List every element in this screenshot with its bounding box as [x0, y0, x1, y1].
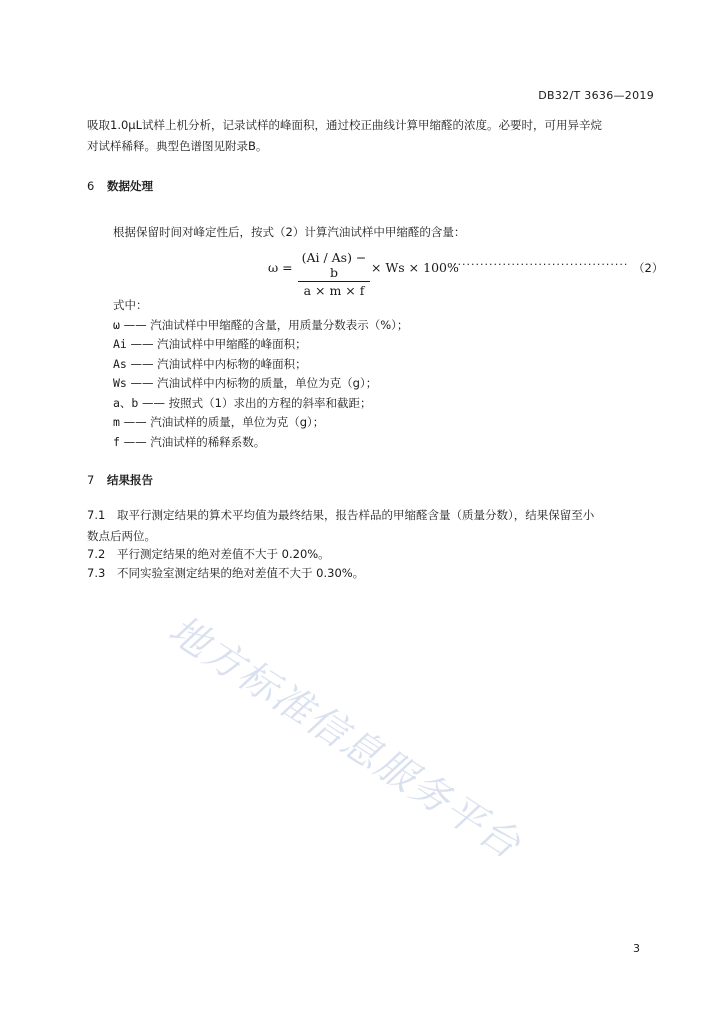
definition-row — [113, 413, 408, 433]
page-number: 3 — [633, 942, 640, 955]
definitions-list — [113, 296, 408, 452]
definition-symbol: Ai — [113, 337, 127, 351]
clause-text: 不同实验室测定结果的绝对差值不大于 0.30%。 — [117, 566, 365, 580]
definition-text: —— 汽油试样的稀释系数。 — [119, 434, 266, 449]
definition-symbol: ω — [113, 317, 120, 332]
formula-numerator: (Ai / As) − b — [298, 250, 370, 282]
section-6-heading — [87, 178, 153, 194]
section-7-heading — [87, 472, 153, 488]
definition-text: —— 汽油试样中甲缩醛的峰面积； — [126, 337, 307, 351]
definition-row — [113, 335, 408, 355]
section-7-number: 7 — [87, 473, 95, 487]
clause-7-2 — [87, 544, 662, 565]
definition-row — [113, 374, 408, 394]
formula-equation-number: （2） — [633, 261, 664, 275]
clause-7-1 — [87, 505, 662, 547]
section-6-title: 数据处理 — [107, 179, 153, 193]
clause-number: 7.2 — [87, 547, 106, 561]
formula-fraction — [298, 250, 370, 298]
formula-rhs: × Ws × 100% — [371, 260, 459, 275]
section-6-number: 6 — [87, 179, 95, 193]
definition-row — [113, 355, 408, 375]
clause-text: 取平行测定结果的算术平均值为最终结果，报告样品的甲缩醛含量（质量分数），结果保留至小 — [117, 508, 595, 522]
definition-symbol: m — [113, 415, 120, 429]
definition-text: —— 按照式（1）求出的方程的斜率和截距； — [138, 395, 372, 410]
standard-number: DB32/T 3636—2019 — [538, 89, 654, 102]
definition-row — [113, 394, 408, 414]
definition-symbol: As — [113, 356, 127, 371]
intro-paragraph — [87, 115, 662, 157]
definition-symbol: Ws — [113, 376, 127, 390]
definition-text: —— 汽油试样的质量，单位为克（g）； — [119, 415, 325, 429]
definition-symbol: a、b — [113, 395, 139, 410]
clause-7-3 — [87, 563, 662, 584]
intro-line-2: 对试样稀释。典型色谱图见附录B。 — [87, 139, 268, 153]
formula-lhs: ω = — [268, 260, 293, 275]
formula-leader-dots: ······································· — [453, 258, 629, 271]
definition-row — [113, 316, 408, 336]
intro-line-1: 吸取1.0μL试样上机分析，记录试样的峰面积，通过校正曲线计算甲缩醛的浓度。必要时，可用异辛烷 — [87, 118, 603, 132]
formula-denominator: a × m × f — [303, 283, 365, 298]
definition-text: —— 汽油试样中甲缩醛的含量，用质量分数表示（%）； — [119, 317, 409, 332]
where-label: 式中： — [113, 298, 148, 312]
clause-number: 7.3 — [87, 566, 106, 580]
definition-row — [113, 433, 408, 453]
clause-number: 7.1 — [87, 508, 106, 522]
clause-text-continued: 数点后两位。 — [87, 529, 156, 543]
definition-text: —— 汽油试样中内标物的质量，单位为克（g）； — [126, 376, 378, 390]
section-7-title: 结果报告 — [107, 473, 153, 487]
formula-lead: 根据保留时间对峰定性后，按式（2）计算汽油试样中甲缩醛的含量： — [113, 225, 466, 239]
clause-text: 平行测定结果的绝对差值不大于 0.20%。 — [117, 547, 330, 561]
definition-text: —— 汽油试样中内标物的峰面积； — [126, 356, 307, 371]
watermark: 地方标准信息服务平台 — [160, 607, 529, 869]
definition-symbol: f — [113, 434, 120, 449]
